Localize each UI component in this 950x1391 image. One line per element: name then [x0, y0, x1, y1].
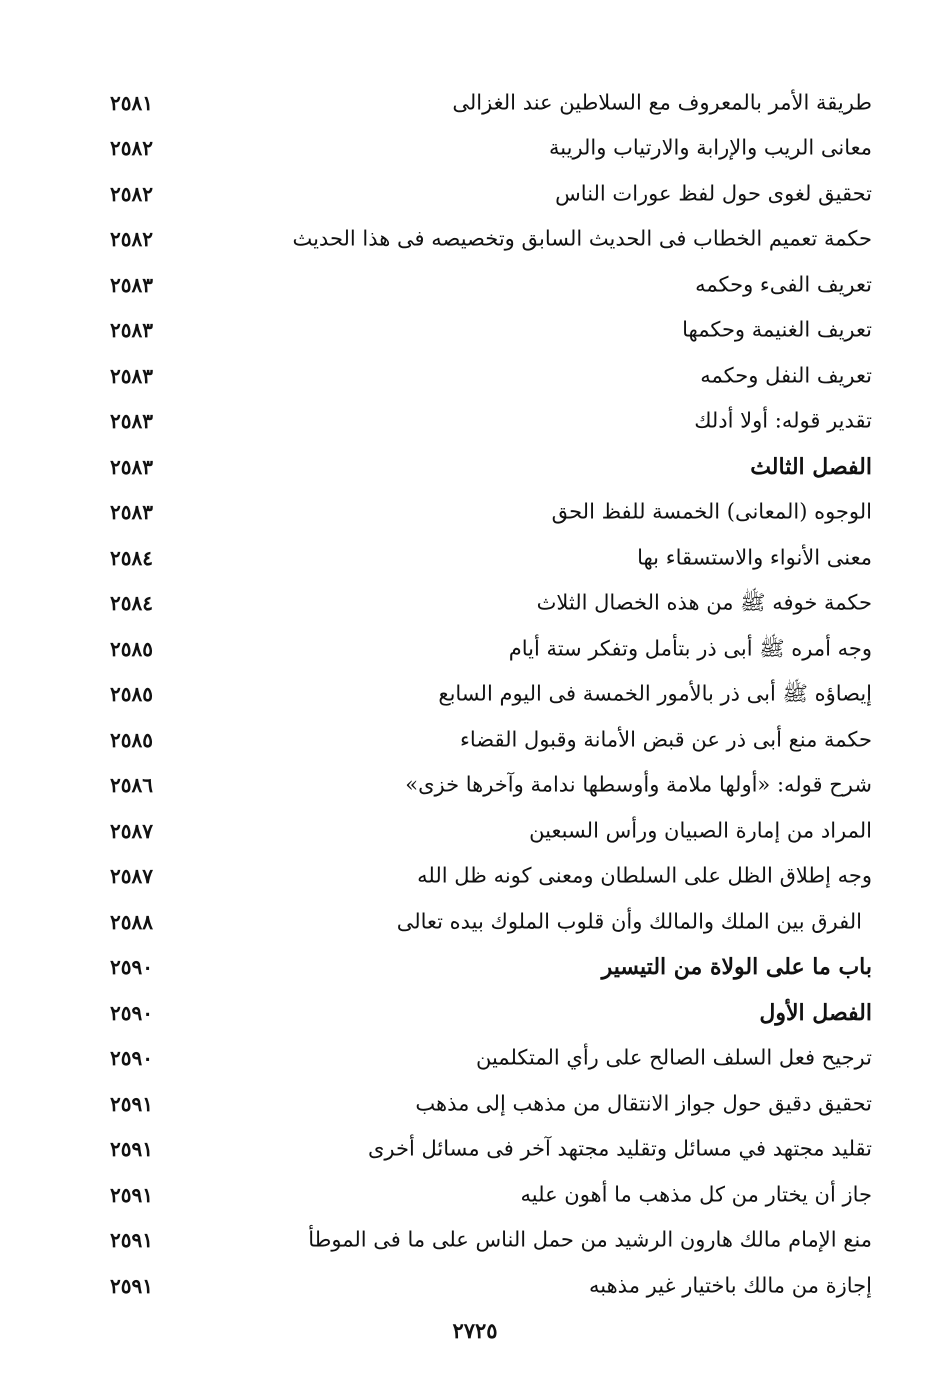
page-number: ٢٧٢٥	[452, 1318, 498, 1343]
toc-entry-page-number: ٢٥٨٣	[110, 318, 153, 343]
toc-entry	[110, 490, 872, 536]
toc-entry-page-number: ٢٥٨٣	[110, 272, 153, 297]
toc-entry-page-number: ٢٥٨٣	[110, 500, 153, 525]
toc-entry	[110, 581, 872, 627]
toc-entry-title: تحقيق لغوى حول لفظ عورات الناس	[555, 181, 872, 206]
toc-entry-page-number: ٢٥٩٠	[110, 1046, 153, 1071]
toc-entry-page-number: ٢٥٨٥	[110, 636, 153, 661]
toc-heading-row	[110, 444, 872, 490]
toc-entry-title: جاز أن يختار من كل مذهب ما أهون عليه	[520, 1182, 872, 1207]
toc-entry-title: معانى الريب والإرابة والارتياب والريبة	[549, 135, 872, 160]
toc-entry-page-number: ٢٥٨١	[110, 90, 153, 115]
toc-entry-title: تعريف الغنيمة وحكمها	[682, 317, 872, 342]
toc-entry-title: المراد من إمارة الصبيان ورأس السبعين	[529, 818, 872, 843]
toc-entry-page-number: ٢٥٩١	[110, 1228, 153, 1253]
toc-entry-page-number: ٢٥٨٦	[110, 773, 153, 798]
toc-entry	[110, 626, 872, 672]
toc-entry-title: حكمة خوفه ﷺ من هذه الخصال الثلاث	[536, 590, 872, 615]
toc-entry	[110, 126, 872, 172]
toc-entry	[110, 808, 872, 854]
toc-entry-page-number: ٢٥٨٢	[110, 181, 153, 206]
toc-entry-title: إجازة من مالك باختيار غير مذهبه	[589, 1273, 872, 1298]
toc-entry-page-number: ٢٥٨٧	[110, 818, 153, 843]
toc-entry-title: تعريف الفىء وحكمه	[695, 272, 872, 297]
toc-entry-page-number: ٢٥٩١	[110, 1273, 153, 1298]
toc-entry-page-number: ٢٥٨٢	[110, 136, 153, 161]
toc-heading-title: الفصل الأول	[759, 999, 872, 1026]
toc-entry-title: ترجيح فعل السلف الصالح على رأي المتكلمين	[475, 1045, 872, 1070]
toc-entry-title: وجه أمره ﷺ أبى ذر بتأمل وتفكر ستة أيام	[508, 636, 872, 661]
toc-heading-title: باب ما على الولاة من التيسير	[601, 954, 872, 981]
toc-entry-page-number: ٢٥٨٥	[110, 727, 153, 752]
toc-entry-title: الفرق بين الملك والمالك وأن قلوب الملوك بيده تعالى	[396, 909, 862, 934]
toc-entry	[110, 672, 872, 718]
toc-entry	[110, 1218, 872, 1264]
toc-entry-page-number: ٢٥٨٥	[110, 682, 153, 707]
toc-entry-page-number: ٢٥٩١	[110, 1137, 153, 1162]
toc-entry	[110, 1036, 872, 1082]
toc-entry-title: حكمة منع أبى ذر عن قبض الأمانة وقبول القضاء	[460, 727, 872, 752]
toc-entry-title: تحقيق دقيق حول جواز الانتقال من مذهب إلى مذهب	[415, 1091, 872, 1116]
toc-entry	[110, 262, 872, 308]
toc-entry-page-number: ٢٥٨٢	[110, 227, 153, 252]
toc-heading-row	[110, 945, 872, 991]
toc-entry	[110, 353, 872, 399]
toc-entry	[110, 217, 872, 263]
toc-entry-page-number: ٢٥٨٣	[110, 409, 153, 434]
toc-entry	[110, 80, 872, 126]
toc-entry-title: شرح قوله: «أولها ملامة وأوسطها ندامة وآخرها خزى»	[405, 772, 872, 797]
toc-entry	[110, 763, 872, 809]
toc-entry	[110, 717, 872, 763]
toc-entry-page-number: ٢٥٨٣	[110, 454, 153, 479]
toc-entry	[110, 399, 872, 445]
toc-entry-title: منع الإمام مالك هارون الرشيد من حمل الناس على ما فى الموطأ	[308, 1227, 872, 1252]
toc-entry-title: طريقة الأمر بالمعروف مع السلاطين عند الغزالى	[452, 90, 872, 115]
toc-entry-page-number: ٢٥٨٤	[110, 591, 153, 616]
toc-entry-title: تعريف النفل وحكمه	[700, 363, 872, 388]
toc-entry-title: تقليد مجتهد في مسائل وتقليد مجتهد آخر فى مسائل أخرى	[367, 1136, 872, 1161]
toc-heading-title: الفصل الثالث	[750, 453, 872, 480]
toc-entry-page-number: ٢٥٩١	[110, 1182, 153, 1207]
toc-entry-title: معنى الأنواء والاستسقاء بها	[637, 545, 872, 570]
toc-entry-title: تقدير قوله: أولا أدلك	[694, 408, 872, 433]
toc-entry-title: وجه إطلاق الظل على السلطان ومعنى كونه ظل الله	[417, 863, 872, 888]
toc-heading-row	[110, 990, 872, 1036]
toc-entry-page-number: ٢٥٨٣	[110, 363, 153, 388]
toc-entry-title: إيصاؤه ﷺ أبى ذر بالأمور الخمسة فى اليوم السابع	[438, 681, 872, 706]
toc-entry	[110, 1127, 872, 1173]
toc-entry-page-number: ٢٥٩٠	[110, 955, 153, 980]
toc-entry	[110, 854, 872, 900]
table-of-contents	[110, 80, 872, 1309]
toc-entry-page-number: ٢٥٨٨	[110, 909, 153, 934]
toc-entry	[110, 535, 872, 581]
toc-entry	[110, 308, 872, 354]
toc-entry-page-number: ٢٥٨٤	[110, 545, 153, 570]
toc-entry-page-number: ٢٥٨٧	[110, 864, 153, 889]
toc-entry	[110, 1172, 872, 1218]
toc-entry	[110, 899, 872, 945]
toc-entry-page-number: ٢٥٩١	[110, 1091, 153, 1116]
toc-entry	[110, 1263, 872, 1309]
toc-entry	[110, 171, 872, 217]
toc-entry-title: حكمة تعميم الخطاب فى الحديث السابق وتخصيصه فى هذا الحديث	[292, 226, 872, 251]
toc-entry-title: الوجوه (المعانى) الخمسة للفظ الحق	[551, 499, 872, 524]
toc-entry	[110, 1081, 872, 1127]
toc-entry-page-number: ٢٥٩٠	[110, 1000, 153, 1025]
